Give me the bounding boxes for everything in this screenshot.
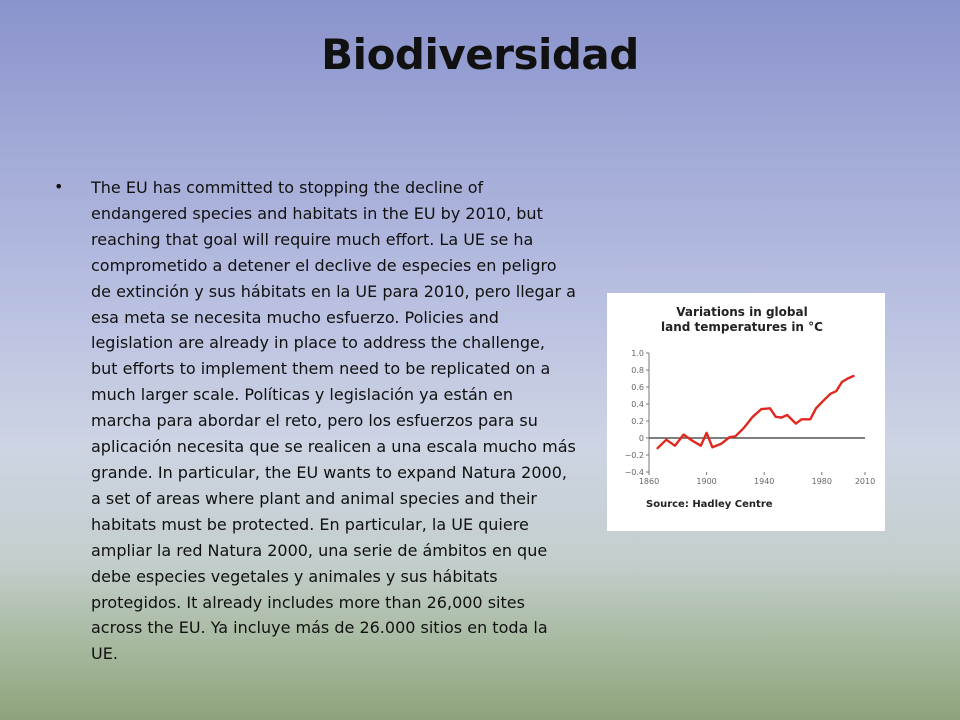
y-tick-label: 0.2 (631, 417, 644, 426)
x-tick-label: 1860 (638, 477, 660, 486)
chart-source: Source: Hadley Centre (646, 499, 773, 510)
chart-title-line-2: land temperatures in °C (661, 320, 823, 334)
x-tick-label: 1940 (754, 477, 775, 486)
y-tick-label: 0 (638, 434, 644, 443)
slide-title: Biodiversidad (321, 30, 639, 79)
y-tick-label: 0.4 (631, 400, 644, 409)
y-tick-label: −0.2 (624, 451, 644, 460)
chart-title-line-1: Variations in global (676, 305, 808, 319)
body-paragraph: The EU has committed to stopping the decline of endangered species and habitats in the EU by 2010, but reaching that goal will require much effort. La UE se ha comprometido a detener el declive de especies en peligro de extinción y sus hábitats en la UE para 2010, pero llegar a esa meta se necesita mucho esfuerzo. Policies and legislation are already in place to address the challenge, but efforts to implement them need to be replicated on a much larger scale. Políticas y legislación ya están en marcha para abordar el reto, pero los esfuerzos para su aplicación necesita que se realicen a una escala mucho más grande. In particular, the EU wants to expand Natura 2000, a set of areas where plant and animal species and their habitats must be protected. En particular, la UE quiere ampliar la red Natura 2000, una serie de ámbitos en que debe especies vegetales y animales y sus hábitats protegidos. It already includes more than 26,000 sites across the EU. Ya incluye más de 26.000 sitios en toda la UE. (91, 178, 576, 664)
y-tick-label: 0.6 (631, 383, 644, 392)
x-tick-label: 1980 (811, 477, 832, 486)
y-tick-label: 1.0 (631, 349, 644, 358)
x-tick-label: 2010 (854, 477, 876, 486)
y-tick-label: −0.4 (624, 468, 644, 477)
chart-canvas (607, 293, 885, 531)
x-tick-label: 1900 (696, 477, 717, 486)
y-tick-label: 0.8 (631, 366, 644, 375)
bullet-marker: • (54, 177, 64, 196)
chart-axes (625, 349, 876, 486)
temperature-chart (607, 293, 885, 531)
